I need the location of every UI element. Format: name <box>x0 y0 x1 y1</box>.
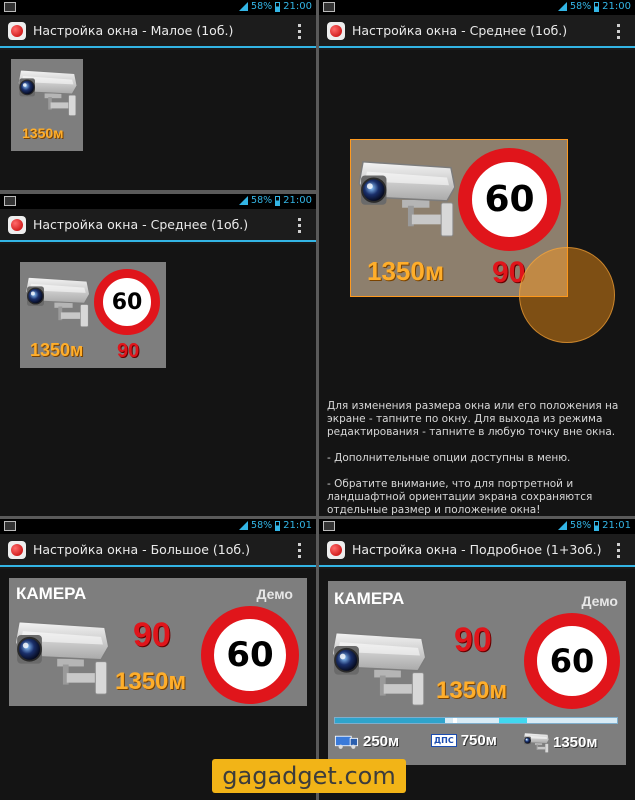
overflow-menu-icon[interactable] <box>617 543 621 558</box>
clock: 21:00 <box>602 1 631 12</box>
action-bar <box>319 15 635 48</box>
radar-widget[interactable] <box>11 59 83 151</box>
grid-divider-left <box>0 190 316 194</box>
action-bar-title: Настройка окна - Большое (1об.) <box>33 542 250 557</box>
speed-limit-value: 60 <box>111 289 143 315</box>
detail-distance: 1350м <box>553 733 598 751</box>
camera-icon <box>13 614 109 696</box>
status-bar <box>0 194 316 209</box>
distance-progress-fill <box>335 718 445 723</box>
distance-value: 1350м <box>367 256 445 286</box>
current-speed-value: 90 <box>454 621 492 659</box>
camera-icon <box>17 65 77 117</box>
overflow-menu-icon[interactable] <box>617 24 621 39</box>
speed-limit-sign <box>524 613 620 709</box>
action-bar-title: Настройка окна - Среднее (1об.) <box>33 217 249 232</box>
current-speed-value: 90 <box>492 256 526 289</box>
overflow-menu-icon[interactable] <box>298 24 302 39</box>
action-bar <box>0 15 316 48</box>
distance-value: 1350м <box>30 340 84 360</box>
picture-notification-icon <box>4 521 16 531</box>
screen-medium-b <box>319 0 635 516</box>
status-bar <box>0 519 316 534</box>
battery-percent: 58% <box>251 195 273 206</box>
speed-limit-value: 60 <box>549 642 595 680</box>
distance-value: 1350м <box>22 125 64 141</box>
grid-divider-horizontal <box>0 516 635 519</box>
detail-distance: 250м <box>363 733 400 750</box>
help-paragraph-3: - Обратите внимание, что для портретной и ландшафтной ориентации экрана сохраняются отдельные размер и положение окна! <box>327 478 593 516</box>
signal-icon <box>558 2 567 11</box>
battery-percent: 58% <box>251 520 273 531</box>
battery-percent: 58% <box>251 1 273 12</box>
battery-icon <box>594 521 599 531</box>
speed-limit-sign <box>94 269 160 335</box>
signal-icon <box>239 521 248 530</box>
distance-value: 1350м <box>436 677 508 704</box>
battery-icon <box>275 521 280 531</box>
picture-notification-icon <box>4 2 16 12</box>
battery-icon <box>594 2 599 12</box>
speed-limit-sign <box>201 606 299 704</box>
current-speed-value: 90 <box>117 340 140 362</box>
detail-item-2 <box>431 732 497 749</box>
action-bar <box>0 534 316 567</box>
detail-item-3 <box>522 731 597 753</box>
picture-notification-icon <box>323 2 335 12</box>
camera-icon <box>357 154 455 238</box>
help-paragraph-1: Для изменения размера окна или его положения на экране - тапните по окну. Для выхода из режима редактирования - тапните в любую точку вне окна. <box>327 400 619 438</box>
distance-progress-bar <box>334 717 618 724</box>
help-paragraph-2: - Дополнительные опции доступны в меню. <box>327 452 571 464</box>
resize-handle[interactable] <box>519 247 615 343</box>
screen-detailed <box>319 519 635 800</box>
clock: 21:00 <box>283 1 312 12</box>
status-bar <box>0 0 316 15</box>
camera-icon <box>330 625 426 707</box>
demo-label: Демо <box>256 586 293 602</box>
screen-small <box>0 0 316 190</box>
action-bar-title: Настройка окна - Малое (1об.) <box>33 23 234 38</box>
action-bar-title: Настройка окна - Подробное (1+3об.) <box>352 542 602 557</box>
speed-limit-value: 60 <box>484 179 535 220</box>
detail-item-1 <box>334 732 399 751</box>
battery-percent: 58% <box>570 1 592 12</box>
battery-percent: 58% <box>570 520 592 531</box>
overflow-menu-icon[interactable] <box>298 543 302 558</box>
app-icon[interactable] <box>327 541 345 559</box>
signal-icon <box>239 196 248 205</box>
content-area[interactable] <box>0 50 316 190</box>
clock: 21:01 <box>283 520 312 531</box>
distance-value: 1350м <box>115 668 187 695</box>
action-bar <box>319 534 635 567</box>
picture-notification-icon <box>4 196 16 206</box>
screen-medium-a <box>0 194 316 516</box>
screen-large <box>0 519 316 800</box>
camera-label: КАМЕРА <box>16 584 87 603</box>
blue-object-icon <box>334 732 360 751</box>
app-icon[interactable] <box>8 541 26 559</box>
signal-icon <box>558 521 567 530</box>
app-icon[interactable] <box>8 22 26 40</box>
watermark-logo: gagadget.com <box>212 759 406 793</box>
clock: 21:01 <box>602 520 631 531</box>
app-icon[interactable] <box>8 216 26 234</box>
radar-widget[interactable] <box>9 578 307 706</box>
radar-widget[interactable] <box>328 581 626 765</box>
current-speed-value: 90 <box>133 616 171 654</box>
content-area[interactable] <box>319 50 635 516</box>
app-icon[interactable] <box>327 22 345 40</box>
small-camera-icon <box>522 731 550 753</box>
detail-distance: 750м <box>460 732 497 749</box>
content-area[interactable] <box>0 244 316 516</box>
radar-widget[interactable] <box>20 262 166 368</box>
camera-label: КАМЕРА <box>334 589 405 608</box>
help-text <box>327 400 632 516</box>
action-bar-title: Настройка окна - Среднее (1об.) <box>352 23 568 38</box>
picture-notification-icon <box>323 521 335 531</box>
battery-icon <box>275 2 280 12</box>
clock: 21:00 <box>283 195 312 206</box>
signal-icon <box>239 2 248 11</box>
demo-label: Демо <box>581 593 618 609</box>
speed-limit-value: 60 <box>226 635 274 675</box>
battery-icon <box>275 196 280 206</box>
speed-limit-sign <box>458 148 561 251</box>
action-bar <box>0 209 316 242</box>
status-bar <box>319 0 635 15</box>
dps-police-icon: ДПС <box>431 734 457 747</box>
camera-icon <box>24 272 90 328</box>
status-bar <box>319 519 635 534</box>
overflow-menu-icon[interactable] <box>298 218 302 233</box>
grid-divider-vertical <box>316 0 319 800</box>
